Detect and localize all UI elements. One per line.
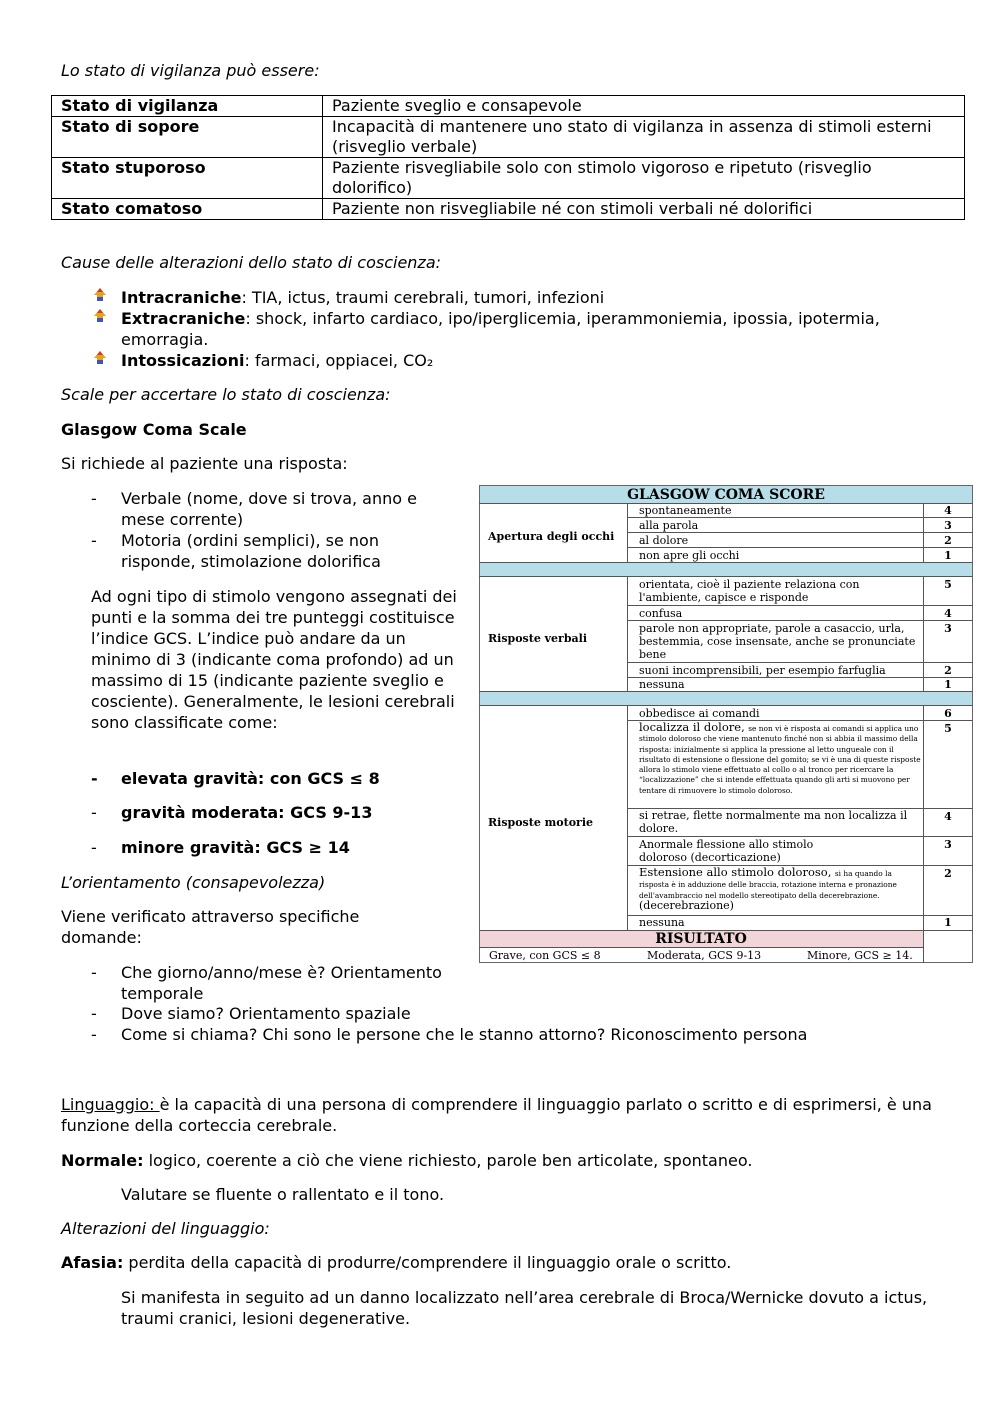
arrow-bullet-icon bbox=[92, 287, 108, 303]
section-label: Risposte verbali bbox=[488, 632, 588, 645]
dash-bullet: - bbox=[91, 838, 97, 857]
cause-text: : TIA, ictus, traumi cerebrali, tumori, infezioni bbox=[241, 288, 605, 307]
aphasia-label: Afasia: bbox=[61, 1253, 124, 1272]
section-separator bbox=[480, 691, 972, 705]
gcs-request: Si richiede al paziente una risposta: bbox=[61, 454, 348, 473]
orientation-title: L’orientamento (consapevolezza) bbox=[61, 873, 326, 892]
score-value: 4 bbox=[944, 810, 952, 823]
score-value: 3 bbox=[944, 838, 952, 851]
score-value: 2 bbox=[944, 664, 952, 677]
state-cell: Stato di vigilanza bbox=[52, 96, 323, 117]
dash-bullet: - bbox=[91, 963, 97, 982]
cause-item bbox=[121, 350, 941, 371]
scales-title: Scale per accertare lo stato di coscienza: bbox=[61, 385, 391, 404]
table-row bbox=[52, 158, 965, 199]
score-value: 4 bbox=[944, 504, 952, 517]
table-row bbox=[52, 96, 965, 117]
score-value: 4 bbox=[944, 607, 952, 620]
score-value: 6 bbox=[944, 707, 952, 720]
dash-bullet: - bbox=[91, 489, 97, 508]
gcs-paragraph: Ad ogni tipo di stimolo vengono assegnati dei punti e la somma dei tre punteggi costituisce l’indice GCS. L’indice può andare da un minimo di 3 (indicante coma profondo) ad un massimo di 15 (indicante paziente sveglio e cosciente). Generalmente, le lesioni cerebrali sono classificate come: bbox=[91, 587, 457, 732]
table-row bbox=[52, 199, 965, 220]
cause-text: : shock, infarto cardiaco, ipo/iperglicemia, iperammoniemia, ipossia, ipotermia, emorragia. bbox=[121, 309, 880, 349]
dash-bullet: - bbox=[91, 803, 97, 822]
score-row-text bbox=[639, 867, 921, 911]
score-row-text: spontaneamente bbox=[639, 504, 732, 517]
score-row-text: nessuna bbox=[639, 916, 685, 929]
severity-item: gravità moderata: GCS 9-13 bbox=[121, 803, 373, 822]
score-value: 5 bbox=[944, 578, 952, 591]
gcs-score-figure bbox=[479, 485, 973, 963]
score-value: 2 bbox=[944, 534, 952, 547]
score-row-text: suoni incomprensibili, per esempio farfuglia bbox=[639, 664, 886, 677]
orientation-item: Come si chiama? Chi sono le persone che le stanno attorno? Riconoscimento persona bbox=[121, 1025, 808, 1044]
severity-item: elevata gravità: con GCS ≤ 8 bbox=[121, 769, 380, 788]
section-label: Risposte motorie bbox=[488, 816, 594, 829]
response-item: Verbale (nome, dove si trova, anno e mese corrente) bbox=[121, 489, 417, 529]
orientation-item: Che giorno/anno/mese è? Orientamento temporale bbox=[121, 963, 442, 1003]
cause-item bbox=[121, 287, 941, 308]
description-cell: Paziente risvegliabile solo con stimolo vigoroso e ripetuto (risveglio dolorifico) bbox=[323, 158, 965, 199]
score-row-small: si ha quando la risposta è in adduzione delle braccia, rotazione interna e pronazione dell'avambraccio nel modello stereotipato della decerebrazione. bbox=[639, 869, 897, 900]
score-value: 3 bbox=[944, 622, 952, 635]
alterations-title: Alterazioni del linguaggio: bbox=[61, 1219, 270, 1238]
cause-item bbox=[121, 308, 941, 350]
result-item: Moderata, GCS 9-13 bbox=[647, 949, 762, 962]
score-row-main: Estensione allo stimolo doloroso, bbox=[639, 865, 832, 879]
result-item: Minore, GCS ≥ 14. bbox=[807, 949, 913, 962]
orientation-intro: Viene verificato attraverso specifiche domande: bbox=[61, 907, 360, 947]
vigilance-table bbox=[51, 95, 965, 220]
description-cell: Paziente sveglio e consapevole bbox=[323, 96, 965, 117]
normal-label: Normale: bbox=[61, 1151, 144, 1170]
cause-term: Extracraniche bbox=[121, 309, 246, 328]
state-cell: Stato di sopore bbox=[52, 117, 323, 158]
description-cell: Paziente non risvegliabile né con stimoli verbali né dolorifici bbox=[323, 199, 965, 220]
response-item: Motoria (ordini semplici), se non risponde, stimolazione dolorifica bbox=[121, 531, 381, 571]
description-cell: Incapacità di mantenere uno stato di vigilanza in assenza di stimoli esterni (risveglio verbale) bbox=[323, 117, 965, 158]
score-row-text: orientata, cioè il paziente relaziona con l'ambiente, capisce e risponde bbox=[639, 578, 860, 604]
section-separator bbox=[480, 562, 972, 576]
score-row-tail: (decerebrazione) bbox=[639, 899, 734, 912]
evaluate-text: Valutare se fluente o rallentato e il tono. bbox=[121, 1185, 445, 1204]
score-value: 1 bbox=[944, 678, 952, 691]
language-paragraph bbox=[61, 1094, 951, 1136]
result-item: Grave, con GCS ≤ 8 bbox=[489, 949, 601, 962]
result-title: RISULTATO bbox=[655, 931, 747, 947]
dash-bullet: - bbox=[91, 769, 98, 788]
language-text: è la capacità di una persona di comprendere il linguaggio parlato o scritto e di esprimersi, è una funzione della corteccia cerebrale. bbox=[61, 1095, 932, 1135]
vigilance-intro: Lo stato di vigilanza può essere: bbox=[61, 61, 320, 80]
aphasia-paragraph bbox=[61, 1252, 731, 1273]
orientation-item: Dove siamo? Orientamento spaziale bbox=[121, 1004, 411, 1023]
normal-text: logico, coerente a ciò che viene richiesto, parole ben articolate, spontaneo. bbox=[143, 1151, 753, 1170]
severity-item: minore gravità: GCS ≥ 14 bbox=[121, 838, 350, 857]
aphasia-detail: Si manifesta in seguito ad un danno localizzato nell’area cerebrale di Broca/Wernicke dovuto a ictus, traumi cranici, lesioni degenerative. bbox=[121, 1288, 928, 1328]
language-label: Linguaggio: bbox=[61, 1095, 160, 1114]
score-value: 2 bbox=[944, 867, 952, 880]
score-row-text bbox=[639, 722, 921, 795]
cause-text: : farmaci, oppiacei, CO₂ bbox=[244, 351, 434, 370]
dash-bullet: - bbox=[91, 531, 97, 550]
cause-term: Intracraniche bbox=[121, 288, 242, 307]
score-row-text: non apre gli occhi bbox=[639, 549, 740, 562]
dash-bullet: - bbox=[91, 1004, 97, 1023]
score-value: 3 bbox=[944, 519, 952, 532]
score-value: 1 bbox=[944, 549, 952, 562]
score-row-text: si retrae, flette normalmente ma non localizza il dolore. bbox=[639, 809, 908, 835]
section-label: Apertura degli occhi bbox=[488, 530, 615, 543]
state-cell: Stato stuporoso bbox=[52, 158, 323, 199]
score-row-text: alla parola bbox=[639, 519, 699, 532]
figure-title: GLASGOW COMA SCORE bbox=[627, 487, 825, 503]
score-row-text: parole non appropriate, parole a casaccio, urla, bestemmia, cose insensate, anche se pronunciate bene bbox=[639, 622, 916, 661]
arrow-bullet-icon bbox=[92, 308, 108, 324]
aphasia-text: perdita della capacità di produrre/comprendere il linguaggio orale o scritto. bbox=[123, 1253, 732, 1272]
score-row-text: obbedisce ai comandi bbox=[639, 707, 760, 720]
score-row-main: localizza il dolore, bbox=[639, 720, 745, 734]
table-row bbox=[52, 117, 965, 158]
dash-bullet: - bbox=[91, 1025, 97, 1044]
score-row-text: al dolore bbox=[639, 534, 689, 547]
state-cell: Stato comatoso bbox=[52, 199, 323, 220]
causes-title: Cause delle alterazioni dello stato di coscienza: bbox=[61, 253, 442, 272]
gcs-heading: Glasgow Coma Scale bbox=[61, 420, 247, 439]
score-row-small: se non vi è risposta ai comandi si applica uno stimolo doloroso che viene mantenuto finché non si abbia il massimo della risposta: inizialmente si applica la pressione al letto ungueale con il risultato di estensione o flessione del gomito; se vi è una di queste risposte allora lo stimolo viene effettuato al collo o al tronco per ricercare la “localizzazione” che si intende effettuata quando gli arti si muovono per tentare di rimuovere lo stimolo doloroso. bbox=[639, 724, 921, 795]
score-value: 1 bbox=[944, 916, 952, 929]
arrow-bullet-icon bbox=[92, 350, 108, 366]
cause-term: Intossicazioni bbox=[121, 351, 245, 370]
score-row-text: Anormale flessione allo stimolo doloroso (decorticazione) bbox=[639, 838, 814, 864]
score-row-text: confusa bbox=[639, 607, 683, 620]
score-value: 5 bbox=[944, 722, 952, 735]
score-row-text: nessuna bbox=[639, 678, 685, 691]
normal-paragraph bbox=[61, 1150, 752, 1171]
